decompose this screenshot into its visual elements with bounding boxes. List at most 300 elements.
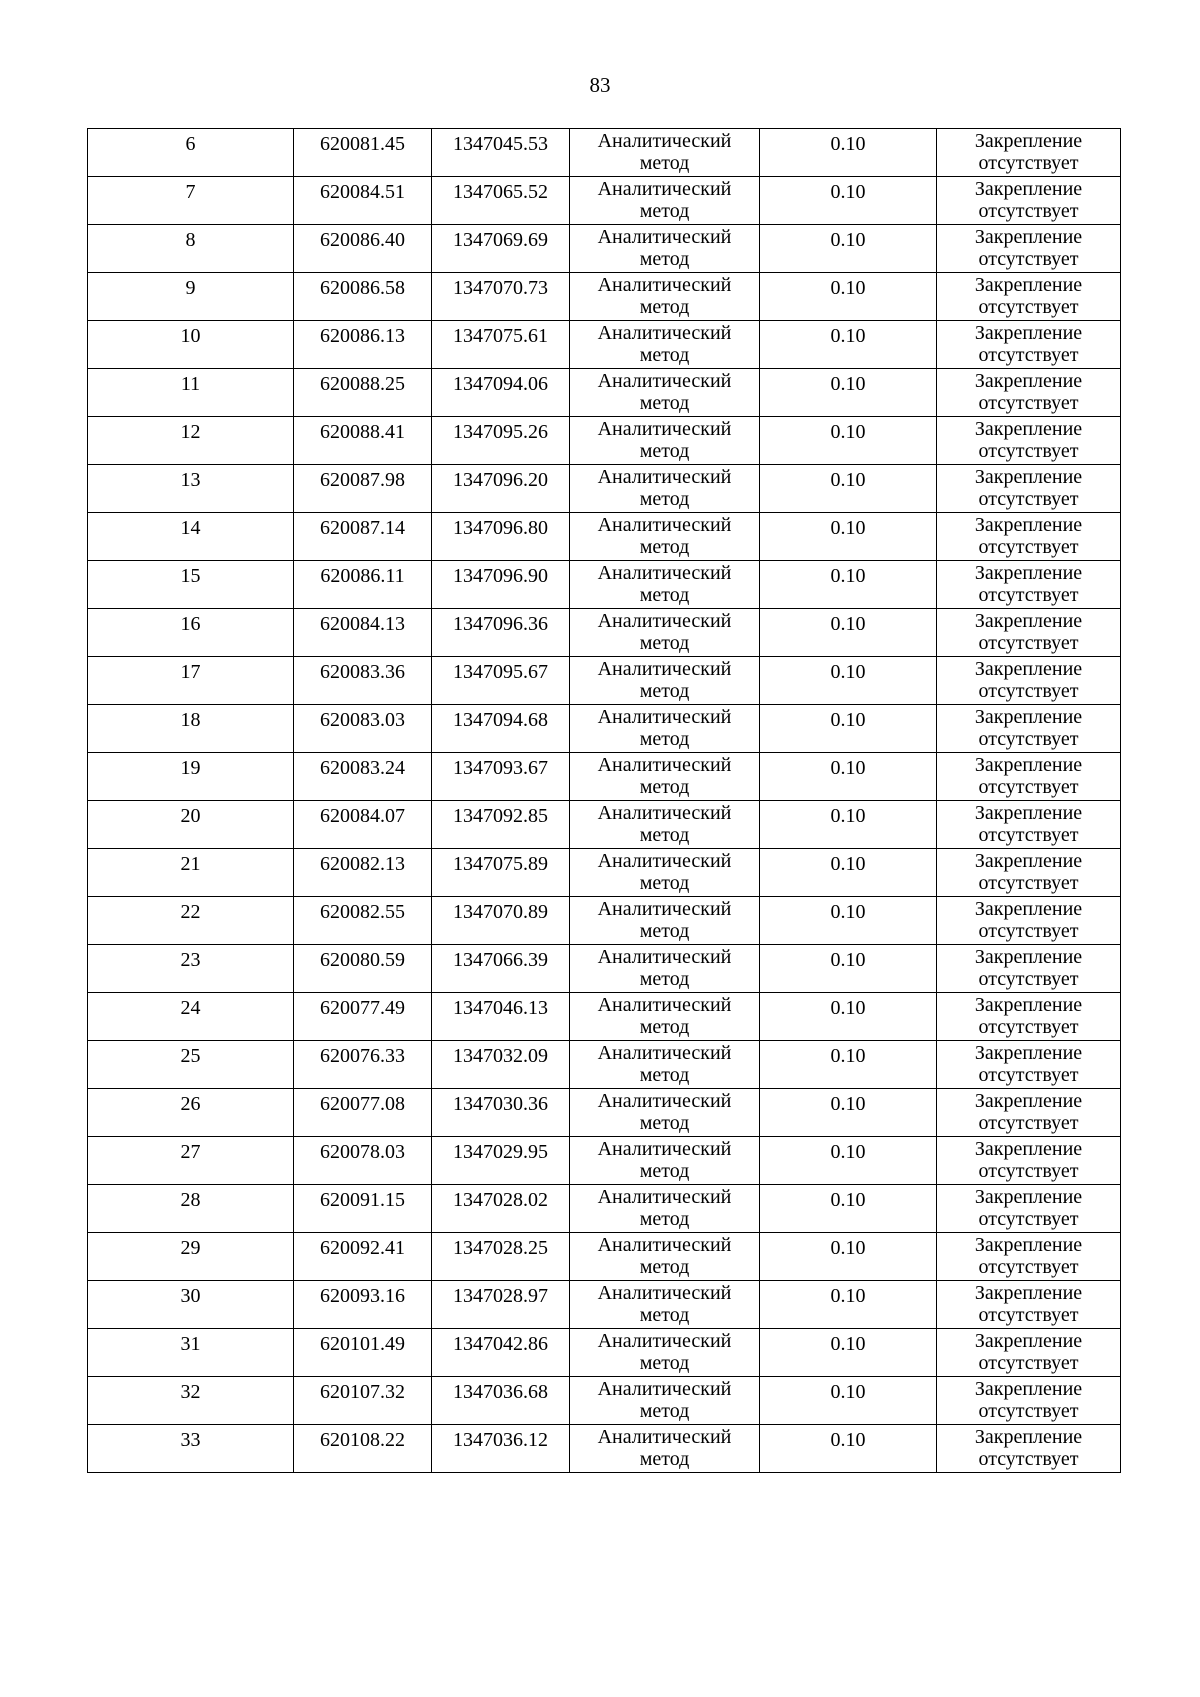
method-line-2: метод (639, 728, 690, 750)
x-coordinate-cell: 620084.07 (294, 801, 432, 849)
x-coordinate-cell: 620084.13 (294, 609, 432, 657)
point-number-cell: 12 (88, 417, 294, 465)
y-coordinate-cell: 1347070.89 (432, 897, 570, 945)
x-coordinate-cell: 620093.16 (294, 1281, 432, 1329)
method-cell (570, 225, 760, 273)
point-number-cell: 21 (88, 849, 294, 897)
point-number-cell: 22 (88, 897, 294, 945)
method-cell (570, 993, 760, 1041)
fixing-line-1: Закрепление (974, 274, 1083, 296)
x-coordinate-cell: 620086.13 (294, 321, 432, 369)
accuracy-cell: 0.10 (760, 225, 937, 273)
method-line-1: Аналитический (597, 802, 732, 824)
method-cell (570, 1185, 760, 1233)
y-coordinate-cell: 1347096.90 (432, 561, 570, 609)
method-cell (570, 1233, 760, 1281)
table-row (88, 1377, 1121, 1425)
x-coordinate-cell: 620092.41 (294, 1233, 432, 1281)
method-cell (570, 609, 760, 657)
accuracy-cell: 0.10 (760, 849, 937, 897)
accuracy-cell: 0.10 (760, 1185, 937, 1233)
fixing-line-2: отсутствует (978, 1256, 1079, 1278)
y-coordinate-cell: 1347029.95 (432, 1137, 570, 1185)
fixing-line-2: отсутствует (978, 776, 1079, 798)
fixing-line-2: отсутствует (978, 824, 1079, 846)
accuracy-cell: 0.10 (760, 705, 937, 753)
fixing-line-2: отсутствует (978, 968, 1079, 990)
table-row (88, 1425, 1121, 1473)
method-cell (570, 513, 760, 561)
fixing-line-2: отсутствует (978, 296, 1079, 318)
method-cell (570, 561, 760, 609)
method-line-2: метод (639, 1304, 690, 1326)
method-line-2: метод (639, 776, 690, 798)
method-line-1: Аналитический (597, 274, 732, 296)
y-coordinate-cell: 1347036.68 (432, 1377, 570, 1425)
page-number: 83 (589, 73, 611, 97)
method-line-2: метод (639, 920, 690, 942)
accuracy-cell: 0.10 (760, 1377, 937, 1425)
fixing-line-1: Закрепление (974, 1042, 1083, 1064)
point-number-cell: 32 (88, 1377, 294, 1425)
method-line-2: метод (639, 968, 690, 990)
method-line-1: Аналитический (597, 706, 732, 728)
point-number-cell: 8 (88, 225, 294, 273)
method-line-1: Аналитический (597, 322, 732, 344)
method-line-1: Аналитический (597, 898, 732, 920)
method-cell (570, 177, 760, 225)
method-line-1: Аналитический (597, 994, 732, 1016)
accuracy-cell: 0.10 (760, 369, 937, 417)
method-cell (570, 801, 760, 849)
y-coordinate-cell: 1347096.36 (432, 609, 570, 657)
table-row (88, 1329, 1121, 1377)
table-row (88, 1233, 1121, 1281)
fixing-line-1: Закрепление (974, 1426, 1083, 1448)
y-coordinate-cell: 1347094.68 (432, 705, 570, 753)
fixing-cell (937, 1281, 1121, 1329)
accuracy-cell: 0.10 (760, 1137, 937, 1185)
fixing-cell (937, 417, 1121, 465)
method-line-2: метод (639, 1160, 690, 1182)
fixing-cell (937, 1425, 1121, 1473)
fixing-cell (937, 993, 1121, 1041)
x-coordinate-cell: 620086.58 (294, 273, 432, 321)
point-number-cell: 23 (88, 945, 294, 993)
fixing-line-2: отсутствует (978, 1448, 1079, 1470)
method-line-1: Аналитический (597, 418, 732, 440)
method-cell (570, 1377, 760, 1425)
table-row (88, 1089, 1121, 1137)
method-line-1: Аналитический (597, 1042, 732, 1064)
fixing-cell (937, 129, 1121, 177)
method-line-2: метод (639, 1256, 690, 1278)
method-line-2: метод (639, 872, 690, 894)
table-row (88, 1281, 1121, 1329)
fixing-line-2: отсутствует (978, 1064, 1079, 1086)
fixing-line-1: Закрепление (974, 418, 1083, 440)
table-row (88, 369, 1121, 417)
accuracy-cell: 0.10 (760, 321, 937, 369)
point-number-cell: 19 (88, 753, 294, 801)
accuracy-cell: 0.10 (760, 1233, 937, 1281)
point-number-cell: 25 (88, 1041, 294, 1089)
y-coordinate-cell: 1347093.67 (432, 753, 570, 801)
fixing-line-1: Закрепление (974, 514, 1083, 536)
fixing-line-2: отсутствует (978, 632, 1079, 654)
accuracy-cell: 0.10 (760, 273, 937, 321)
x-coordinate-cell: 620077.49 (294, 993, 432, 1041)
method-cell (570, 1329, 760, 1377)
fixing-cell (937, 1329, 1121, 1377)
method-line-2: метод (639, 488, 690, 510)
fixing-line-1: Закрепление (974, 370, 1083, 392)
fixing-line-2: отсутствует (978, 344, 1079, 366)
accuracy-cell: 0.10 (760, 753, 937, 801)
fixing-line-2: отсутствует (978, 1016, 1079, 1038)
point-number-cell: 14 (88, 513, 294, 561)
method-line-2: метод (639, 1400, 690, 1422)
y-coordinate-cell: 1347028.97 (432, 1281, 570, 1329)
x-coordinate-cell: 620101.49 (294, 1329, 432, 1377)
point-number-cell: 16 (88, 609, 294, 657)
method-cell (570, 705, 760, 753)
method-line-1: Аналитический (597, 466, 732, 488)
fixing-line-1: Закрепление (974, 226, 1083, 248)
fixing-line-1: Закрепление (974, 1090, 1083, 1112)
method-cell (570, 273, 760, 321)
y-coordinate-cell: 1347028.25 (432, 1233, 570, 1281)
x-coordinate-cell: 620088.25 (294, 369, 432, 417)
accuracy-cell: 0.10 (760, 1041, 937, 1089)
fixing-cell (937, 705, 1121, 753)
point-number-cell: 9 (88, 273, 294, 321)
fixing-line-2: отсутствует (978, 392, 1079, 414)
x-coordinate-cell: 620076.33 (294, 1041, 432, 1089)
table-row (88, 993, 1121, 1041)
y-coordinate-cell: 1347094.06 (432, 369, 570, 417)
method-cell (570, 1041, 760, 1089)
method-cell (570, 321, 760, 369)
fixing-line-2: отсутствует (978, 536, 1079, 558)
method-line-2: метод (639, 344, 690, 366)
fixing-cell (937, 1233, 1121, 1281)
fixing-cell (937, 753, 1121, 801)
accuracy-cell: 0.10 (760, 561, 937, 609)
y-coordinate-cell: 1347028.02 (432, 1185, 570, 1233)
y-coordinate-cell: 1347075.89 (432, 849, 570, 897)
fixing-line-2: отсутствует (978, 1112, 1079, 1134)
y-coordinate-cell: 1347066.39 (432, 945, 570, 993)
fixing-line-2: отсутствует (978, 1160, 1079, 1182)
accuracy-cell: 0.10 (760, 1329, 937, 1377)
table-row (88, 609, 1121, 657)
method-line-1: Аналитический (597, 1186, 732, 1208)
table-row (88, 1137, 1121, 1185)
accuracy-cell: 0.10 (760, 1425, 937, 1473)
fixing-line-1: Закрепление (974, 658, 1083, 680)
method-line-1: Аналитический (597, 1282, 732, 1304)
accuracy-cell: 0.10 (760, 1089, 937, 1137)
x-coordinate-cell: 620081.45 (294, 129, 432, 177)
fixing-cell (937, 1089, 1121, 1137)
point-number-cell: 10 (88, 321, 294, 369)
point-number-cell: 27 (88, 1137, 294, 1185)
fixing-line-1: Закрепление (974, 178, 1083, 200)
method-line-2: метод (639, 152, 690, 174)
x-coordinate-cell: 620080.59 (294, 945, 432, 993)
fixing-line-2: отсутствует (978, 872, 1079, 894)
accuracy-cell: 0.10 (760, 945, 937, 993)
fixing-line-2: отсутствует (978, 728, 1079, 750)
fixing-cell (937, 369, 1121, 417)
fixing-cell (937, 513, 1121, 561)
accuracy-cell: 0.10 (760, 801, 937, 849)
y-coordinate-cell: 1347042.86 (432, 1329, 570, 1377)
point-number-cell: 29 (88, 1233, 294, 1281)
fixing-line-2: отсутствует (978, 1208, 1079, 1230)
point-number-cell: 15 (88, 561, 294, 609)
table-row (88, 705, 1121, 753)
point-number-cell: 20 (88, 801, 294, 849)
fixing-cell (937, 849, 1121, 897)
method-cell (570, 945, 760, 993)
fixing-line-1: Закрепление (974, 610, 1083, 632)
table-row (88, 753, 1121, 801)
y-coordinate-cell: 1347070.73 (432, 273, 570, 321)
method-line-1: Аналитический (597, 562, 732, 584)
fixing-line-1: Закрепление (974, 754, 1083, 776)
fixing-cell (937, 1041, 1121, 1089)
method-line-2: метод (639, 584, 690, 606)
fixing-cell (937, 801, 1121, 849)
method-line-1: Аналитический (597, 226, 732, 248)
fixing-line-1: Закрепление (974, 1282, 1083, 1304)
y-coordinate-cell: 1347032.09 (432, 1041, 570, 1089)
fixing-line-1: Закрепление (974, 994, 1083, 1016)
fixing-cell (937, 561, 1121, 609)
table-row (88, 849, 1121, 897)
fixing-cell (937, 273, 1121, 321)
point-number-cell: 13 (88, 465, 294, 513)
y-coordinate-cell: 1347069.69 (432, 225, 570, 273)
table-row (88, 465, 1121, 513)
y-coordinate-cell: 1347036.12 (432, 1425, 570, 1473)
accuracy-cell: 0.10 (760, 609, 937, 657)
accuracy-cell: 0.10 (760, 897, 937, 945)
fixing-line-2: отсутствует (978, 248, 1079, 270)
x-coordinate-cell: 620086.11 (294, 561, 432, 609)
y-coordinate-cell: 1347096.80 (432, 513, 570, 561)
method-cell (570, 657, 760, 705)
table-row (88, 561, 1121, 609)
point-number-cell: 26 (88, 1089, 294, 1137)
fixing-line-2: отсутствует (978, 1400, 1079, 1422)
fixing-line-1: Закрепление (974, 466, 1083, 488)
fixing-cell (937, 465, 1121, 513)
table-row (88, 273, 1121, 321)
method-cell (570, 753, 760, 801)
point-number-cell: 24 (88, 993, 294, 1041)
fixing-line-2: отсутствует (978, 200, 1079, 222)
method-line-2: метод (639, 392, 690, 414)
method-cell (570, 1089, 760, 1137)
fixing-line-1: Закрепление (974, 850, 1083, 872)
x-coordinate-cell: 620108.22 (294, 1425, 432, 1473)
point-number-cell: 33 (88, 1425, 294, 1473)
method-line-1: Аналитический (597, 370, 732, 392)
fixing-line-2: отсутствует (978, 152, 1079, 174)
method-line-1: Аналитический (597, 1378, 732, 1400)
method-cell (570, 465, 760, 513)
table-row (88, 657, 1121, 705)
method-line-2: метод (639, 680, 690, 702)
method-line-2: метод (639, 1016, 690, 1038)
method-line-2: метод (639, 536, 690, 558)
fixing-line-2: отсутствует (978, 488, 1079, 510)
fixing-line-1: Закрепление (974, 1138, 1083, 1160)
x-coordinate-cell: 620088.41 (294, 417, 432, 465)
table-row (88, 897, 1121, 945)
x-coordinate-cell: 620083.03 (294, 705, 432, 753)
method-line-2: метод (639, 440, 690, 462)
y-coordinate-cell: 1347092.85 (432, 801, 570, 849)
fixing-line-1: Закрепление (974, 1186, 1083, 1208)
fixing-line-1: Закрепление (974, 1234, 1083, 1256)
coordinates-table-body (88, 129, 1121, 1473)
point-number-cell: 11 (88, 369, 294, 417)
method-line-1: Аналитический (597, 1426, 732, 1448)
fixing-cell (937, 321, 1121, 369)
method-line-2: метод (639, 824, 690, 846)
method-cell (570, 1425, 760, 1473)
method-line-1: Аналитический (597, 1138, 732, 1160)
x-coordinate-cell: 620082.13 (294, 849, 432, 897)
method-line-1: Аналитический (597, 850, 732, 872)
fixing-line-1: Закрепление (974, 1378, 1083, 1400)
fixing-line-2: отсутствует (978, 440, 1079, 462)
method-line-1: Аналитический (597, 610, 732, 632)
method-line-2: метод (639, 248, 690, 270)
method-cell (570, 1137, 760, 1185)
method-cell (570, 129, 760, 177)
y-coordinate-cell: 1347096.20 (432, 465, 570, 513)
fixing-line-1: Закрепление (974, 562, 1083, 584)
y-coordinate-cell: 1347095.67 (432, 657, 570, 705)
table-row (88, 177, 1121, 225)
fixing-line-1: Закрепление (974, 898, 1083, 920)
method-line-2: метод (639, 1112, 690, 1134)
method-cell (570, 1281, 760, 1329)
method-line-2: метод (639, 1352, 690, 1374)
table-row (88, 513, 1121, 561)
accuracy-cell: 0.10 (760, 657, 937, 705)
method-cell (570, 849, 760, 897)
method-cell (570, 369, 760, 417)
point-number-cell: 7 (88, 177, 294, 225)
x-coordinate-cell: 620091.15 (294, 1185, 432, 1233)
accuracy-cell: 0.10 (760, 129, 937, 177)
x-coordinate-cell: 620084.51 (294, 177, 432, 225)
x-coordinate-cell: 620086.40 (294, 225, 432, 273)
fixing-line-1: Закрепление (974, 802, 1083, 824)
method-line-1: Аналитический (597, 1090, 732, 1112)
fixing-cell (937, 609, 1121, 657)
table-row (88, 129, 1121, 177)
method-line-1: Аналитический (597, 946, 732, 968)
x-coordinate-cell: 620083.24 (294, 753, 432, 801)
y-coordinate-cell: 1347095.26 (432, 417, 570, 465)
coordinates-table (87, 128, 1121, 1473)
fixing-cell (937, 1137, 1121, 1185)
point-number-cell: 18 (88, 705, 294, 753)
y-coordinate-cell: 1347075.61 (432, 321, 570, 369)
point-number-cell: 17 (88, 657, 294, 705)
fixing-cell (937, 177, 1121, 225)
fixing-line-1: Закрепление (974, 706, 1083, 728)
method-line-2: метод (639, 1064, 690, 1086)
method-line-2: метод (639, 296, 690, 318)
accuracy-cell: 0.10 (760, 417, 937, 465)
accuracy-cell: 0.10 (760, 1281, 937, 1329)
table-row (88, 321, 1121, 369)
accuracy-cell: 0.10 (760, 993, 937, 1041)
accuracy-cell: 0.10 (760, 465, 937, 513)
fixing-line-2: отсутствует (978, 584, 1079, 606)
method-line-1: Аналитический (597, 1330, 732, 1352)
fixing-line-2: отсутствует (978, 1352, 1079, 1374)
x-coordinate-cell: 620082.55 (294, 897, 432, 945)
point-number-cell: 30 (88, 1281, 294, 1329)
method-line-1: Аналитический (597, 514, 732, 536)
x-coordinate-cell: 620077.08 (294, 1089, 432, 1137)
accuracy-cell: 0.10 (760, 177, 937, 225)
fixing-line-2: отсутствует (978, 1304, 1079, 1326)
x-coordinate-cell: 620087.98 (294, 465, 432, 513)
x-coordinate-cell: 620083.36 (294, 657, 432, 705)
fixing-line-1: Закрепление (974, 130, 1083, 152)
method-cell (570, 897, 760, 945)
point-number-cell: 31 (88, 1329, 294, 1377)
method-line-1: Аналитический (597, 1234, 732, 1256)
fixing-cell (937, 945, 1121, 993)
fixing-line-1: Закрепление (974, 1330, 1083, 1352)
point-number-cell: 6 (88, 129, 294, 177)
accuracy-cell: 0.10 (760, 513, 937, 561)
method-line-1: Аналитический (597, 178, 732, 200)
x-coordinate-cell: 620087.14 (294, 513, 432, 561)
method-line-2: метод (639, 200, 690, 222)
table-row (88, 801, 1121, 849)
fixing-cell (937, 1377, 1121, 1425)
point-number-cell: 28 (88, 1185, 294, 1233)
method-line-1: Аналитический (597, 130, 732, 152)
y-coordinate-cell: 1347045.53 (432, 129, 570, 177)
method-line-2: метод (639, 1448, 690, 1470)
table-row (88, 945, 1121, 993)
fixing-cell (937, 657, 1121, 705)
table-row (88, 1041, 1121, 1089)
method-cell (570, 417, 760, 465)
fixing-line-2: отсутствует (978, 920, 1079, 942)
fixing-cell (937, 1185, 1121, 1233)
table-row (88, 417, 1121, 465)
y-coordinate-cell: 1347030.36 (432, 1089, 570, 1137)
y-coordinate-cell: 1347046.13 (432, 993, 570, 1041)
x-coordinate-cell: 620078.03 (294, 1137, 432, 1185)
method-line-2: метод (639, 632, 690, 654)
method-line-2: метод (639, 1208, 690, 1230)
